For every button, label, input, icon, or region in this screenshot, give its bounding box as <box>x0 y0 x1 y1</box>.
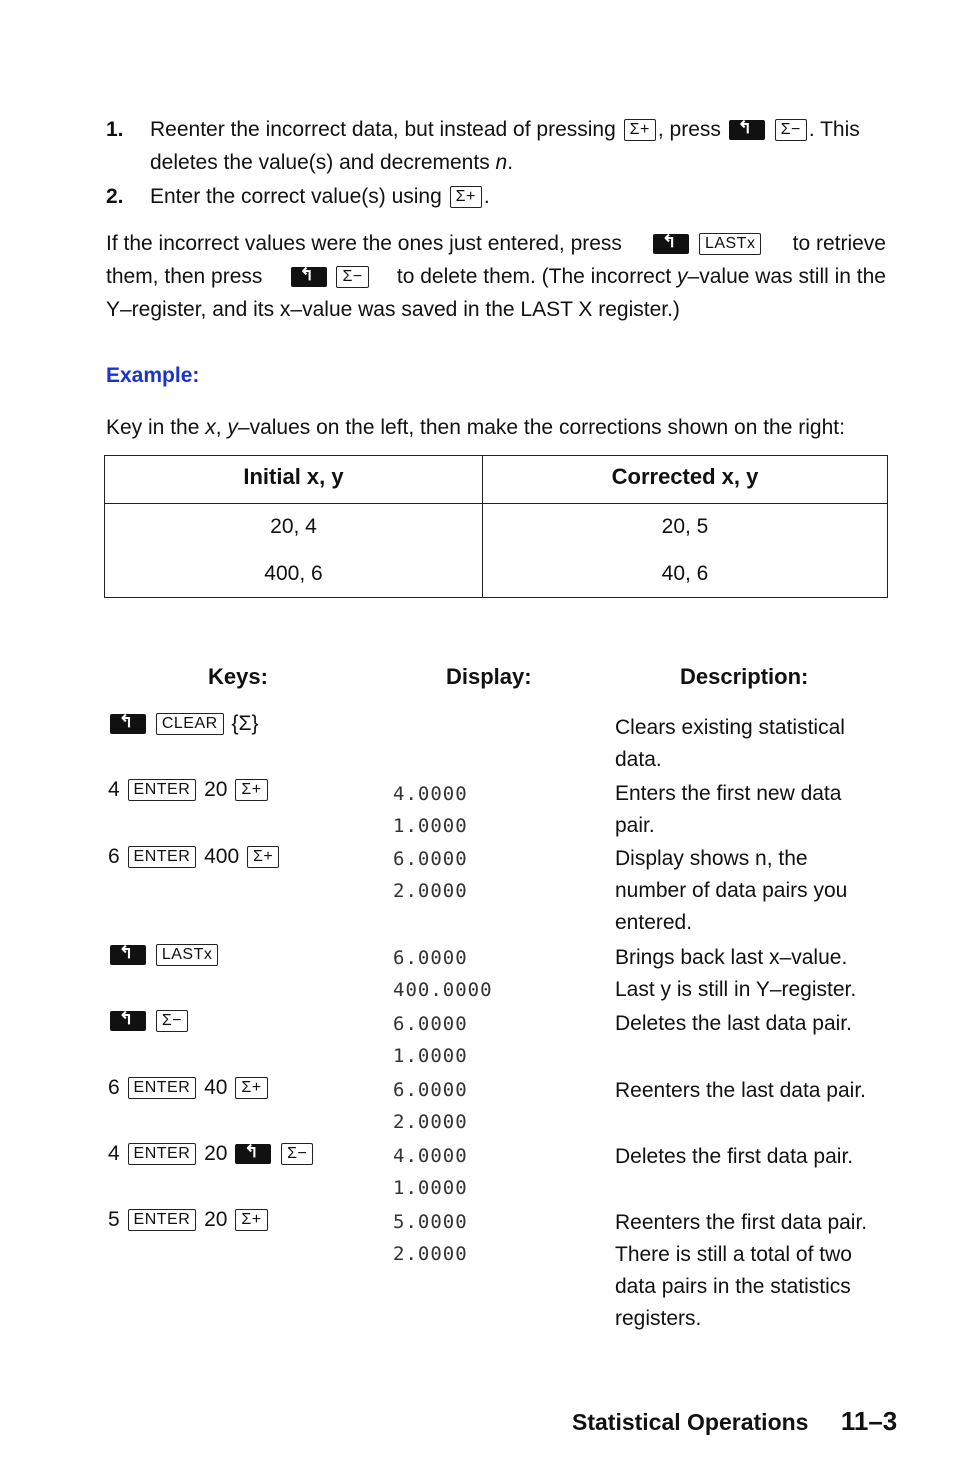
keys-cell <box>108 712 259 736</box>
para-text: –value was still in the <box>687 265 886 288</box>
display-cell <box>393 942 493 1006</box>
step-text: , press <box>657 118 721 141</box>
keys-cell <box>108 1076 270 1100</box>
sigma-plus-key: Σ+ <box>450 186 482 208</box>
table-cell: 20, 4 <box>270 515 317 538</box>
description-line: data pairs in the statistics <box>615 1275 851 1298</box>
para-text: to delete them. (The incorrect <box>396 265 678 288</box>
step-text: . This <box>808 118 860 141</box>
description-line: There is still a total of two <box>615 1243 852 1266</box>
display-cell <box>393 843 468 907</box>
table-cell: 40, 6 <box>661 562 709 585</box>
display-column-header: Display: <box>446 664 532 689</box>
display-value: 4.0000 <box>393 1145 468 1167</box>
description-line: Display shows n, the <box>615 847 808 870</box>
display-value: 6.0000 <box>393 848 468 870</box>
enter-key: ENTER <box>128 846 197 868</box>
left-shift-key-icon <box>291 267 327 287</box>
keys-text: 4 <box>108 1142 120 1165</box>
keys-cell <box>108 1142 315 1166</box>
intro-text: –values on the left, then make the corrections shown on the right: <box>237 416 845 439</box>
keys-cell <box>108 1009 190 1033</box>
paragraph <box>106 232 886 322</box>
step-text: . <box>507 151 514 174</box>
description-cell <box>615 1207 867 1335</box>
step-text: deletes the value(s) and decrements <box>150 151 496 174</box>
example-label: Example: <box>106 364 200 387</box>
left-shift-key-icon <box>653 234 689 254</box>
sigma-plus-key: Σ+ <box>235 779 267 801</box>
keys-cell <box>108 1208 270 1232</box>
display-cell <box>393 1140 468 1204</box>
display-value: 5.0000 <box>393 1211 468 1233</box>
step-text: Enter the correct value(s) using <box>150 185 442 208</box>
lastx-key: LASTx <box>156 944 219 966</box>
enter-key: ENTER <box>128 1143 197 1165</box>
left-shift-key-icon <box>729 120 765 140</box>
step-text: . <box>483 185 490 208</box>
variable-x: x <box>205 416 216 439</box>
description-column-header: Description: <box>680 664 809 689</box>
keys-text: 40 <box>204 1076 228 1099</box>
para-text: them, then press <box>106 265 263 288</box>
left-shift-key-icon <box>110 945 146 965</box>
para-text: Y–register, and its x–value was saved in the LAST X register.) <box>106 298 680 321</box>
display-value: 1.0000 <box>393 1177 468 1199</box>
table-cell: 400, 6 <box>264 562 323 585</box>
description-line: Brings back last x–value. <box>615 946 848 969</box>
keys-text: {Σ} <box>231 712 259 735</box>
keys-text: 400 <box>204 845 240 868</box>
description-line: Clears existing statistical <box>615 716 845 739</box>
display-value: 4.0000 <box>393 783 468 805</box>
sigma-minus-key: Σ− <box>336 266 368 288</box>
left-shift-key-icon <box>110 1011 146 1031</box>
enter-key: ENTER <box>128 779 197 801</box>
display-cell <box>393 1008 468 1072</box>
sigma-plus-key: Σ+ <box>235 1077 267 1099</box>
sigma-plus-key: Σ+ <box>235 1209 267 1231</box>
para-text: to retrieve <box>792 232 886 255</box>
description-cell <box>615 712 845 776</box>
sigma-plus-key: Σ+ <box>624 119 656 141</box>
keys-text: 20 <box>204 1208 228 1231</box>
table-header-corrected: Corrected x, y <box>611 464 759 489</box>
intro-text: , <box>215 416 228 439</box>
description-cell <box>615 778 841 842</box>
description-line: number of data pairs you <box>615 879 848 902</box>
clear-key: CLEAR <box>156 713 224 735</box>
footer <box>572 1406 897 1437</box>
display-value: 1.0000 <box>393 1045 468 1067</box>
display-value: 6.0000 <box>393 1079 468 1101</box>
intro-text: Key in the <box>106 416 206 439</box>
keys-text: 20 <box>204 1142 228 1165</box>
step-number: 1. <box>106 118 124 141</box>
variable-y: y <box>677 265 688 288</box>
display-cell <box>393 1206 468 1270</box>
description-line: registers. <box>615 1307 702 1330</box>
variable-n: n <box>495 151 508 174</box>
description-line: pair. <box>615 814 655 837</box>
description-line: Reenters the first data pair. <box>615 1211 868 1234</box>
enter-key: ENTER <box>128 1077 197 1099</box>
description-cell <box>615 843 847 939</box>
display-value: 6.0000 <box>393 947 468 969</box>
description-line: Reenters the last data pair. <box>615 1079 866 1102</box>
keys-text: 4 <box>108 778 120 801</box>
enter-key: ENTER <box>128 1209 197 1231</box>
description-line: Enters the first new data <box>615 782 842 805</box>
description-line: data. <box>615 748 662 771</box>
keys-cell <box>108 943 220 967</box>
keys-text: 6 <box>108 845 120 868</box>
sigma-minus-key: Σ− <box>775 119 807 141</box>
display-value: 400.0000 <box>393 979 493 1001</box>
step-number: 2. <box>106 185 124 208</box>
display-value: 6.0000 <box>393 1013 468 1035</box>
table-cell: 20, 5 <box>661 515 709 538</box>
left-shift-key-icon <box>235 1144 271 1164</box>
description-line: entered. <box>615 911 693 934</box>
para-text: If the incorrect values were the ones just entered, press <box>106 232 622 255</box>
keys-cell <box>108 778 270 802</box>
example-intro <box>106 416 845 440</box>
keys-cell <box>108 845 281 869</box>
example-table <box>104 455 888 598</box>
variable-y: y <box>227 416 238 439</box>
description-line: Deletes the first data pair. <box>615 1145 854 1168</box>
keys-text: 5 <box>108 1208 120 1231</box>
display-cell <box>393 1074 468 1138</box>
display-value: 2.0000 <box>393 880 468 902</box>
page-number: 11–3 <box>840 1406 898 1436</box>
lastx-key: LASTx <box>699 233 762 255</box>
sigma-minus-key: Σ− <box>156 1010 188 1032</box>
table-header-initial: Initial x, y <box>243 464 344 489</box>
step-text: Reenter the incorrect data, but instead of pressing <box>150 118 616 141</box>
display-value: 1.0000 <box>393 815 468 837</box>
keys-text: 20 <box>204 778 228 801</box>
description-line: Last y is still in Y–register. <box>615 978 857 1001</box>
sigma-minus-key: Σ− <box>281 1143 313 1165</box>
display-value: 2.0000 <box>393 1243 468 1265</box>
display-cell <box>393 778 468 842</box>
display-value: 2.0000 <box>393 1111 468 1133</box>
left-shift-key-icon <box>110 714 146 734</box>
description-cell <box>615 942 856 1006</box>
footer-section-title: Statistical Operations <box>572 1409 809 1435</box>
description-cell <box>615 1141 853 1173</box>
keys-column-header: Keys: <box>208 664 268 689</box>
sigma-plus-key: Σ+ <box>247 846 279 868</box>
description-cell <box>615 1008 852 1040</box>
description-line: Deletes the last data pair. <box>615 1012 852 1035</box>
keys-text: 6 <box>108 1076 120 1099</box>
description-cell <box>615 1075 866 1107</box>
